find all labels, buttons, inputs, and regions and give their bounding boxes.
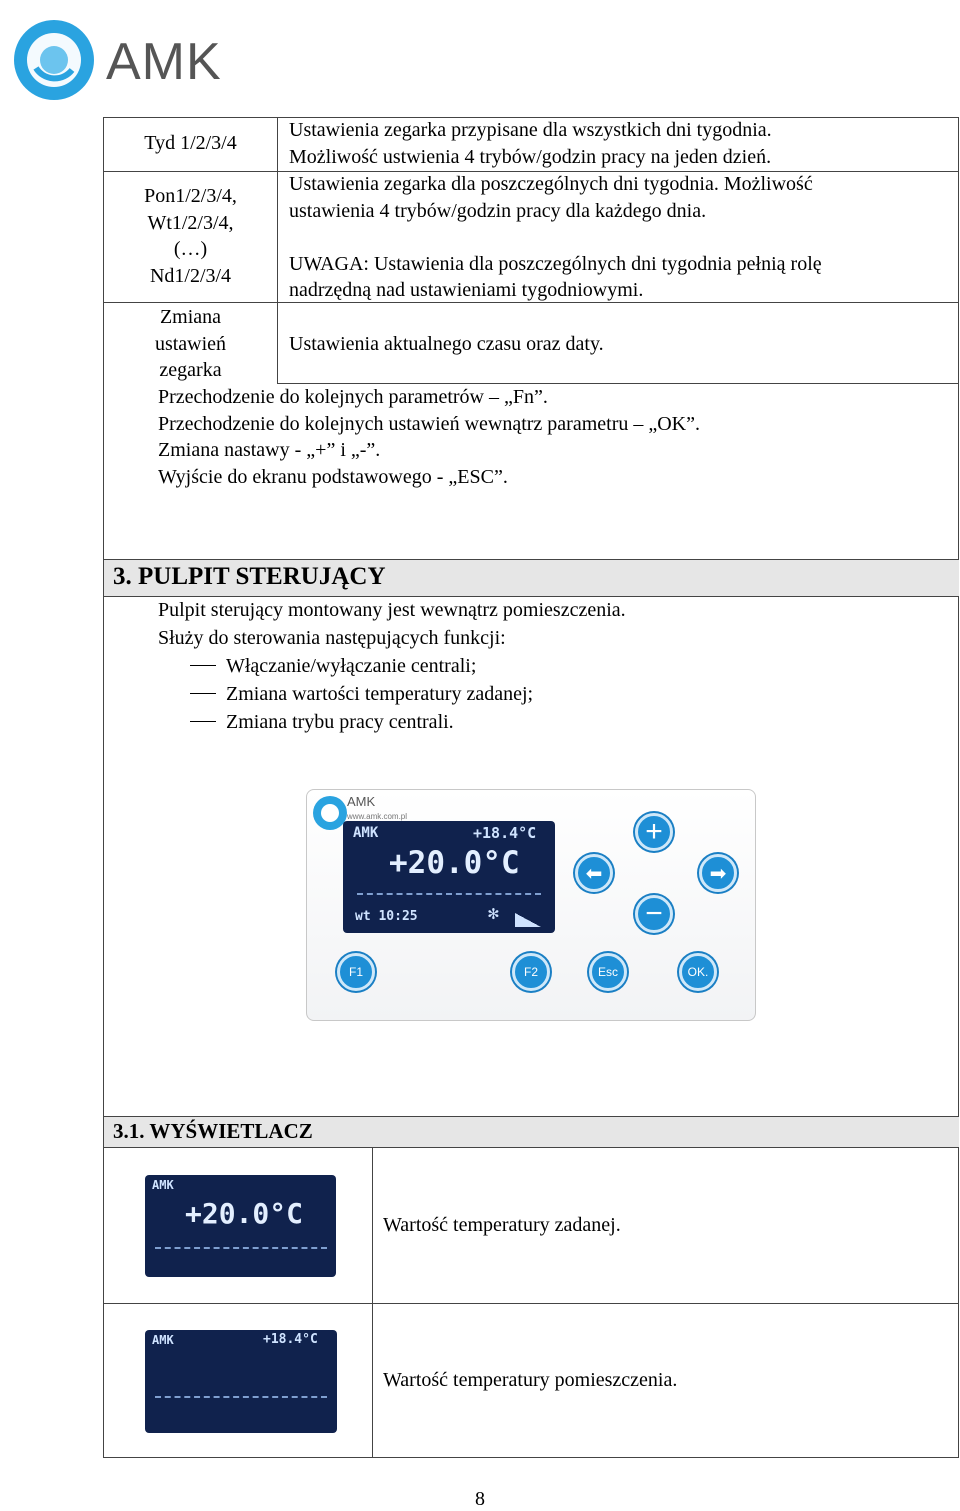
right-arrow-button[interactable] <box>699 854 737 892</box>
control-panel-image <box>306 789 756 1021</box>
f1-button[interactable]: F1 <box>337 953 375 991</box>
setting-desc-clock: Ustawienia aktualnego czasu oraz daty. <box>289 333 604 355</box>
ok-button[interactable]: OK. <box>679 953 717 991</box>
setting-label-clock: Zmiana ustawień zegarka <box>154 306 227 381</box>
display-set-temp-image <box>145 1175 336 1277</box>
column-divider <box>372 1147 373 1458</box>
arrow-right-icon: ➡ <box>709 862 727 885</box>
lcd-divider <box>155 1247 327 1249</box>
section-3-intro: Pulpit sterujący montowany jest wewnątrz pomieszczenia. Służy do sterowania następujących funkcji: <box>158 599 626 649</box>
panel-lcd <box>343 821 555 933</box>
signal-icon <box>515 913 541 927</box>
f2-button[interactable]: F2 <box>512 953 550 991</box>
lcd-brand: AMK <box>353 825 379 841</box>
lcd-room-temp: +18.4°C <box>263 1332 318 1347</box>
lcd-set-temp: +20.0°C <box>389 845 520 881</box>
row-divider <box>103 1303 959 1304</box>
esc-button[interactable]: Esc <box>589 953 627 991</box>
panel-brand: AMK <box>347 794 376 809</box>
minus-button[interactable]: − <box>635 895 673 933</box>
lcd-divider <box>357 893 541 895</box>
navigation-notes: Przechodzenie do kolejnych parametrów – „Fn”. Przechodzenie do kolejnych ustawień wewnątrz parametru – „OK”. Zmiana nastawy - „+” i „-”. Wyjście do ekranu podstawowego - „ESC”. <box>158 386 701 488</box>
panel-logo-icon <box>313 796 347 830</box>
display-room-temp-image <box>145 1330 337 1433</box>
lcd-brand: AMK <box>152 1178 174 1192</box>
arrow-left-icon: ⬅ <box>585 862 603 885</box>
panel-url: www.amk.com.pl <box>347 812 408 821</box>
column-divider <box>277 117 278 383</box>
lcd-time: wt 10:25 <box>355 909 418 924</box>
lcd-divider <box>155 1396 327 1398</box>
amk-logo <box>6 18 226 108</box>
function-list <box>190 652 533 736</box>
section-3-title: 3. PULPIT STERUJĄCY <box>113 563 386 590</box>
section-divider <box>103 1147 959 1148</box>
display-set-temp-desc: Wartość temperatury zadanej. <box>383 1214 621 1236</box>
list-item: Zmiana wartości temperatury zadanej; <box>190 680 533 708</box>
setting-desc-tyd: Ustawienia zegarka przypisane dla wszystkich dni tygodnia. Możliwość ustwienia 4 trybów/godzin pracy na jeden dzień. <box>289 119 772 168</box>
fan-icon: ✻ <box>488 903 499 924</box>
setting-label-tyd: Tyd 1/2/3/4 <box>144 132 237 154</box>
plus-button[interactable]: + <box>635 813 673 851</box>
setting-label-days: Pon1/2/3/4, Wt1/2/3/4, (…) Nd1/2/3/4 <box>144 185 237 287</box>
lcd-set-temp: +20.0°C <box>185 1197 304 1230</box>
logo-text: AMK <box>106 33 222 91</box>
lcd-room-temp: +18.4°C <box>473 824 537 842</box>
list-item: Włączanie/wyłączanie centrali; <box>190 652 533 680</box>
left-arrow-button[interactable] <box>575 854 613 892</box>
page-number: 8 <box>475 1488 485 1510</box>
setting-desc-days: Ustawienia zegarka dla poszczególnych dni tygodnia. Możliwość ustawienia 4 trybów/godzin pracy dla każdego dnia. UWAGA: Ustawienia dla poszczególnych dni tygodnia pełnią rolę nadrzędną nad ustawieniami tygodniowymi. <box>289 173 822 301</box>
lcd-brand: AMK <box>152 1333 174 1347</box>
display-room-temp-desc: Wartość temperatury pomieszczenia. <box>383 1369 678 1391</box>
section-3-1-title: 3.1. WYŚWIETLACZ <box>113 1119 313 1143</box>
list-item: Zmiana trybu pracy centrali. <box>190 708 533 736</box>
